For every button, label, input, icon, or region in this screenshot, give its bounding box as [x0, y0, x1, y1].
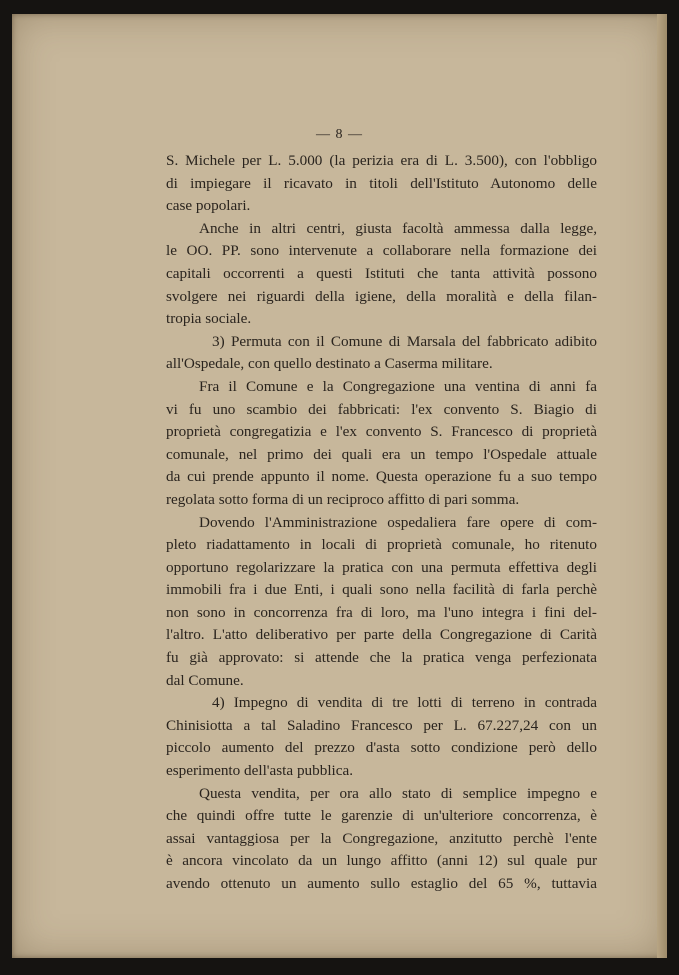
text-line: Anche in altri centri, giusta facoltà ammessa dalla legge, [199, 219, 597, 237]
text-line: tropia sociale. [166, 310, 252, 328]
page-edge [657, 14, 667, 958]
text-line: opportuno regolarizzare la pratica con una permuta effettiva degli [166, 558, 597, 576]
text-line: Chinisiotta a tal Saladino Francesco per L. 67.227,24 con un [166, 716, 597, 734]
text-line: immobili fra i due Enti, i quali sono nella facilità di farla perchè [166, 581, 597, 599]
text-line: 4) Impegno di vendita di tre lotti di terreno in contrada [212, 694, 597, 712]
text-line: S. Michele per L. 5.000 (la perizia era di L. 3.500), con l'obbligo [166, 152, 597, 169]
text-line: non sono in concorrenza fra di loro, ma l'uno integra i fini del- [166, 603, 597, 621]
text-line: vi fu uno scambio dei fabbricati: l'ex convento S. Biagio di [166, 400, 597, 418]
text-line: le OO. PP. sono intervenute a collaborare nella formazione dei [166, 242, 597, 260]
text-line: Fra il Comune e la Congregazione una ventina di anni fa [199, 377, 597, 395]
text-line: piccolo aumento del prezzo d'asta sotto condizione però dello [166, 739, 597, 757]
text-line: è ancora vincolato da un lungo affitto (anni 12) sul quale pur [166, 852, 597, 870]
text-line: assai vantaggiosa per la Congregazione, anzitutto perchè l'ente [166, 829, 597, 847]
body-text [166, 150, 597, 896]
text-line: all'Ospedale, con quello destinato a Caserma militare. [166, 355, 493, 373]
text-line: comunale, nel primo dei quali era un tempo l'Ospedale attuale [166, 445, 597, 463]
text-line: l'altro. L'atto deliberativo per parte della Congregazione di Carità [166, 626, 597, 644]
text-line: svolgere nei riguardi della igiene, della moralità e della filan- [166, 287, 597, 305]
text-line: dal Comune. [166, 671, 244, 689]
text-line: case popolari. [166, 197, 251, 215]
text-line: da cui prende appunto il nome. Questa operazione fu a suo tempo [166, 468, 597, 486]
text-line: Dovendo l'Amministrazione ospedaliera fare opere di com- [199, 513, 597, 531]
text-line: 3) Permuta con il Comune di Marsala del fabbricato adibito [212, 332, 597, 350]
page-number: — 8 — [316, 127, 363, 142]
text-line: regolata sotto forma di un reciproco affitto di pari somma. [166, 490, 520, 508]
text-line: Questa vendita, per ora allo stato di semplice impegno e [199, 784, 597, 802]
text-line: pleto riadattamento in locali di proprietà comunale, ho ritenuto [166, 536, 597, 554]
text-line: che quindi offre tutte le garenzie di un'ulteriore concorrenza, è [166, 807, 597, 825]
text-line: avendo ottenuto un aumento sullo estaglio del 65 %, tuttavia [166, 875, 597, 892]
text-line: proprietà congregatizia e l'ex convento S. Francesco di proprietà [166, 423, 597, 441]
text-line: fu già approvato: si attende che la pratica venga perfezionata [166, 649, 597, 667]
text-line: di impiegare il ricavato in titoli dell'Istituto Autonomo delle [166, 174, 597, 192]
text-line: esperimento dell'asta pubblica. [166, 762, 354, 780]
text-line: capitali occorrenti a questi Istituti che tanta attività possono [166, 264, 597, 282]
